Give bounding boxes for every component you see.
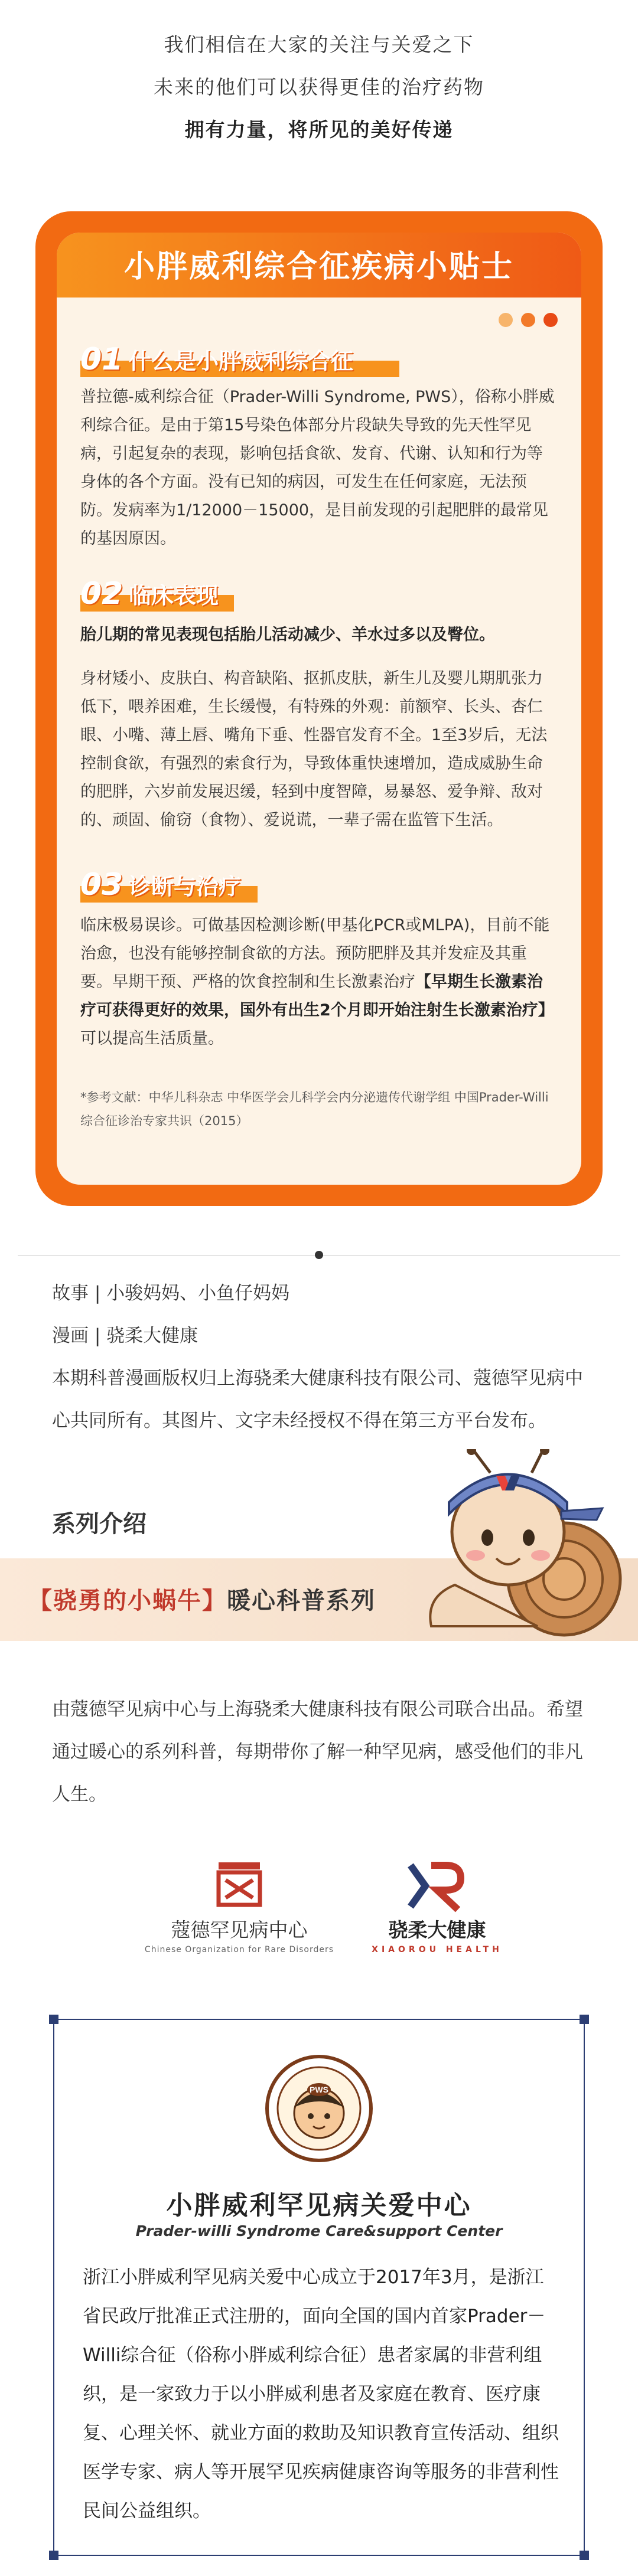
care-center-title: 小胖威利罕见病关爱中心 bbox=[166, 2191, 472, 2221]
cord-logo-icon bbox=[213, 1859, 266, 1913]
care-center-badge bbox=[265, 2054, 373, 2163]
care-center-subtitle: Prader-willi Syndrome Care&support Center bbox=[135, 2222, 503, 2240]
care-center-description: 浙江小胖威利罕见病关爱中心成立于2017年3月，是浙江省民政厅批准正式注册的，面向全国的国内首家Prader－Willi综合征（俗称小胖威利综合征）患者家属的非营利组织，是一家致力于以小胖威利患者及家庭在教育、医疗康复、心理关怀、就业方面的救助及知识教育宣传活动、组织医学专家、病人等开展罕见疾病健康咨询等服务的非营利性民间公益组织。 bbox=[83, 2267, 559, 2522]
series-type: 暖心科普系列 bbox=[227, 1587, 376, 1614]
series-name: 【骁勇的小蜗牛】 bbox=[28, 1587, 227, 1614]
decor-dots bbox=[499, 313, 558, 327]
section-03-text-a: 临床极易误诊。可做基因检测诊断(甲基化PCR或MLPA)，目前不能治愈，也没有能够控制食欲的方法。预防肥胖及其并发症及其重要。早期干预、严格的饮食控制和生长激素治疗 bbox=[80, 916, 550, 991]
xiaorou-logo bbox=[354, 1859, 520, 1977]
section-01-heading bbox=[80, 342, 399, 377]
section-02-heading bbox=[80, 576, 234, 612]
cord-logo-name: 蔻德罕见病中心 bbox=[171, 1918, 308, 1941]
series-banner-text bbox=[28, 1582, 376, 1616]
series-title: 系列介绍 bbox=[52, 1511, 147, 1538]
divider-dot bbox=[315, 1251, 323, 1259]
tips-card bbox=[35, 211, 603, 1206]
xiaorou-logo-name: 骁柔大健康 bbox=[388, 1918, 486, 1941]
section-03-text-b: 可以提高生活质量。 bbox=[80, 1029, 224, 1048]
intro-line-1: 我们相信在大家的关注与关爱之下 bbox=[164, 33, 474, 56]
decor-dot bbox=[499, 313, 513, 327]
frame-corner bbox=[580, 2015, 589, 2024]
xiaorou-logo-icon bbox=[405, 1859, 470, 1913]
snail-mascot-illustration bbox=[408, 1449, 632, 1644]
section-number: 02 bbox=[80, 576, 123, 612]
credit-comic: 漫画 | 骁柔大健康 bbox=[52, 1325, 198, 1346]
section-number: 01 bbox=[80, 342, 123, 377]
tips-card-body bbox=[57, 233, 581, 1185]
section-03-text bbox=[80, 911, 558, 1053]
section-label: 什么是小胖威利综合征 bbox=[129, 348, 354, 374]
section-number: 03 bbox=[80, 867, 123, 903]
series-description: 由蔻德罕见病中心与上海骁柔大健康科技有限公司联合出品。希望通过暖心的系列科普，每期带你了解一种罕见病，感受他们的非凡人生。 bbox=[52, 1699, 583, 1805]
cord-logo bbox=[142, 1859, 337, 1977]
xiaorou-logo-subtitle: XIAOROU HEALTH bbox=[372, 1945, 503, 1954]
section-01-text: 普拉德-威利综合征（Prader-Willi Syndrome, PWS），俗称小胖威利综合征。是由于第15号染色体部分片段缺失导致的先天性罕见病，引起复杂的表现，影响包括食欲、发育、代谢、认知和行为等身体的各个方面。没有已知的病因，可发生在任何家庭，无法预防。发病率为1/12000－15000，是目前发现的引起肥胖的最常见的基因原因。 bbox=[80, 388, 555, 548]
copyright-notice: 本期科普漫画版权归上海骁柔大健康科技有限公司、蔻德罕见病中心共同所有。其图片、文字未经授权不得在第三方平台发布。 bbox=[52, 1368, 583, 1431]
badge-text: PWS bbox=[310, 2085, 328, 2094]
decor-dot bbox=[543, 313, 558, 327]
decor-dot bbox=[521, 313, 535, 327]
section-label: 临床表现 bbox=[129, 583, 219, 609]
tips-card-title: 小胖威利综合征疾病小贴士 bbox=[123, 249, 514, 285]
frame-corner bbox=[49, 2551, 58, 2560]
section-03-text-bold: 【早期生长激素治疗可获得更好的效果，国外有出生2个月即开始注射生长激素治疗】 bbox=[80, 973, 554, 1019]
frame-corner bbox=[49, 2015, 58, 2024]
reference-note: *参考文献：中华儿科杂志 中华医学会儿科学会内分泌遗传代谢学组 中国Prader-Willi综合征诊治专家共识（2015） bbox=[80, 1090, 549, 1128]
intro-line-2: 未来的他们可以获得更佳的治疗药物 bbox=[154, 76, 484, 99]
cord-logo-subtitle: Chinese Organization for Rare Disorders bbox=[144, 1945, 334, 1954]
credits bbox=[52, 1272, 595, 1442]
intro-text bbox=[0, 24, 638, 151]
section-02-lead: 胎儿期的常见表现包括胎儿活动减少、羊水过多以及臀位。 bbox=[80, 626, 495, 644]
section-label: 诊断与治疗 bbox=[129, 874, 242, 900]
section-03-heading bbox=[80, 867, 258, 903]
intro-line-3: 拥有力量，将所见的美好传递 bbox=[184, 118, 454, 141]
frame-corner bbox=[580, 2551, 589, 2560]
section-02-text: 身材矮小、皮肤白、构音缺陷、抠抓皮肤，新生儿及婴儿期肌张力低下，喂养困难，生长缓慢，有特殊的外观：前额窄、长头、杏仁眼、小嘴、薄上唇、嘴角下垂、性器官发育不全。1至3岁后，无法控制食欲，有强烈的索食行为，导致体重快速增加，造成威胁生命的肥胖，六岁前发展迟缓，轻到中度智障，易暴怒、爱争辩、敌对的、顽固、偷窃（食物）、爱说谎，一辈子需在监管下生活。 bbox=[80, 669, 548, 829]
credit-story: 故事 | 小骏妈妈、小鱼仔妈妈 bbox=[52, 1283, 290, 1304]
